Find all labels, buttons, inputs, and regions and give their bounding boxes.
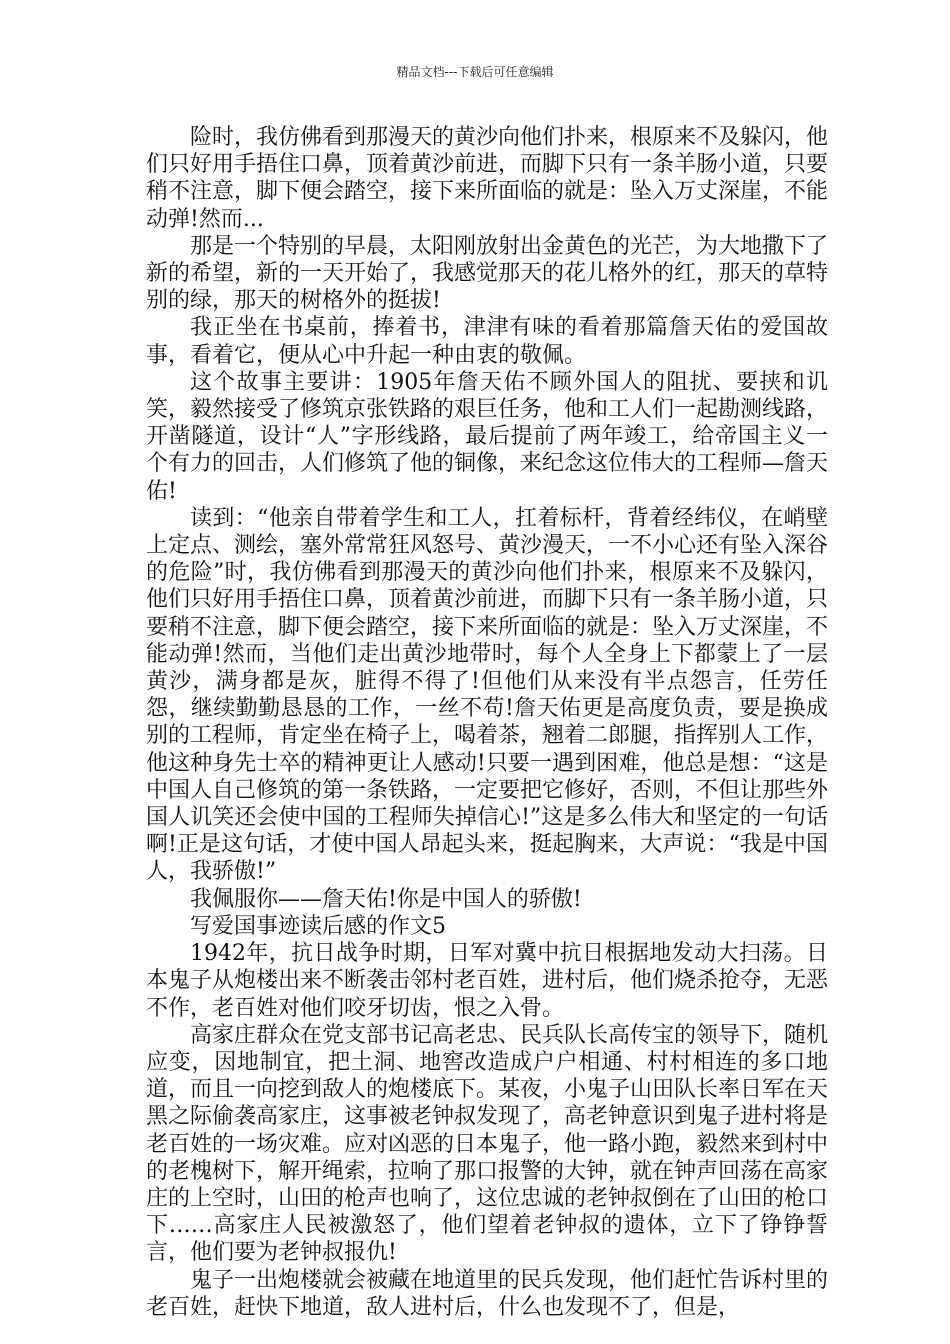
paragraph: 那是一个特别的早晨，太阳刚放射出金黄色的光芒，为大地撒下了新的希望，新的一天开始了，我感觉那天的花儿格外的红，那天的草特别的绿，那天的树格外的挺拔! xyxy=(146,233,829,314)
paragraph: 这个故事主要讲：1905年詹天佑不顾外国人的阻扰、要挟和讥笑，毅然接受了修筑京张铁路的艰巨任务，他和工人们一起勘测线路，开凿隧道，设计“人”字形线路，最后提前了两年竣工，给帝国主义一个有力的回击，人们修筑了他的铜像，来纪念这位伟大的工程师—詹天佑! xyxy=(146,369,829,504)
paragraph: 1942年，抗日战争时期，日军对冀中抗日根据地发动大扫荡。日本鬼子从炮楼出来不断袭击邻村老百姓，进村后，他们烧杀抢夺，无恶不作，老百姓对他们咬牙切齿，恨之入骨。 xyxy=(146,941,829,1021)
paragraph: 鬼子一出炮楼就会被藏在地道里的民兵发现，他们赶忙告诉村里的老百姓，赶快下地道，敌人进村后，什么也发现不了，但是， xyxy=(146,1267,829,1320)
paragraph: 我佩服你——詹天佑!你是中国人的骄傲! xyxy=(190,886,582,912)
page-header: 精品文档---下载后可任意编辑 xyxy=(396,65,554,79)
paragraph: 险时，我仿佛看到那漫天的黄沙向他们扑来，根原来不及躲闪，他们只好用手捂住口鼻，顶着黄沙前进，而脚下只有一条羊肠小道，只要稍不注意，脚下便会踏空，接下来所面临的就是：坠入万丈深崖，不能动弹!然而... xyxy=(146,125,829,232)
paragraph: 读到：“他亲自带着学生和工人，扛着标杆，背着经纬仪，在峭壁上定点、测绘，塞外常常狂风怒号、黄沙漫天，一不小心还有坠入深谷的危险”时，我仿佛看到那漫天的黄沙向他们扑来，根原来不及躲闪，他们只好用手捂住口鼻，顶着黄沙前进，而脚下只有一条羊肠小道，只要稍不注意，脚下便会踏空，接下来所面临的就是：坠入万丈深崖，不能动弹!然而，当他们走出黄沙地带时，每个人全身上下都蒙上了一层黄沙，满身都是灰，脏得不得了!但他们从来没有半点怨言，任劳任怨，继续勤勤恳恳的工作，一丝不苟!詹天佑更是高度负责，要是换成别的工程师，肯定坐在椅子上，喝着茶，翘着二郎腿，指挥别人工作，他这种身先士卒的精神更让人感动!只要一遇到困难，他总是想：“这是中国人自己修筑的第一条铁路，一定要把它修好，否则，不但让那些外国人讥笑还会使中国的工程师失掉信心!”这是多么伟大和坚定的一句话啊!正是这句话，才使中国人昂起头来，挺起胸来，大声说：“我是中国人，我骄傲!” xyxy=(146,505,829,885)
document-body xyxy=(146,124,828,1321)
paragraph: 高家庄群众在党支部书记高老忠、民兵队长高传宝的领导下，随机应变，因地制宜，把土洞、地窖改造成户户相通、村村相连的多口地道，而且一向挖到敌人的炮楼底下。某夜，小鬼子山田队长率日军在天黑之际偷袭高家庄，这事被老钟叔发现了，高老钟意识到鬼子进村将是老百姓的一场灾难。应对凶恶的日本鬼子，他一路小跑，毅然来到村中的老槐树下，解开绳索，拉响了那口报警的大钟，就在钟声回荡在高家庄的上空时，山田的枪声也响了，这位忠诚的老钟叔倒在了山田的枪口下……高家庄人民被激怒了，他们望着老钟叔的遗体，立下了铮铮誓言，他们要为老钟叔报仇! xyxy=(146,1022,829,1266)
paragraph: 我正坐在书桌前，捧着书，津津有味的看着那篇詹天佑的爱国故事，看着它，便从心中升起一种由衷的敬佩。 xyxy=(146,315,828,368)
section-title: 写爱国事迹读后感的作文5 xyxy=(190,913,446,939)
